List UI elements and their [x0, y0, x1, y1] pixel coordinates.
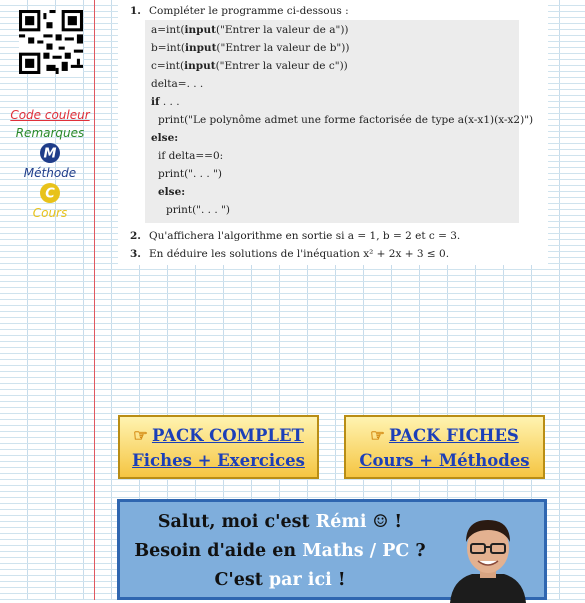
svg-text:M: M [43, 146, 57, 162]
code-line-print3: print(". . . ") [166, 204, 230, 216]
code-line-print2: print(". . . ") [158, 168, 222, 180]
code-line-delta: delta=. . . [151, 78, 204, 90]
avatar-photo [438, 510, 538, 603]
question-2-text: Qu'affichera l'algorithme en sortie si a = 1, b = 2 et c = 3. [148, 230, 461, 242]
promo-line-3: C'est par ici ! [214, 570, 346, 590]
pack-complet-line1: PACK COMPLET [151, 426, 304, 445]
pointing-hand-icon: ☞ [370, 426, 385, 445]
promo-line-2: Besoin d'aide en Maths / PC ? [134, 541, 426, 561]
margin-line [94, 0, 95, 600]
code-line-print1: print("Le polynôme admet une forme factorisée de type a(x-x1)(x-x2)") [158, 114, 534, 126]
legend-remarques: Remarques [15, 126, 85, 140]
qr-code[interactable] [19, 10, 83, 74]
pack-fiches-button[interactable] [344, 415, 545, 479]
color-code-legend [10, 108, 90, 220]
code-line-if2: if delta==0: [158, 150, 224, 162]
pack-complet-line2: Fiches + Exercices [132, 451, 305, 470]
legend-methode: Méthode [23, 166, 77, 180]
question-1-text: Compléter le programme ci-dessous : [148, 5, 349, 17]
svg-text:C: C [45, 186, 55, 202]
legend-title: Code couleur [10, 108, 90, 122]
pack-fiches-line1: PACK FICHES [388, 426, 519, 445]
pack-complet-button[interactable] [118, 415, 319, 479]
code-line-if: if . . . [151, 96, 180, 108]
legend-cours: Cours [32, 206, 68, 220]
par-ici-link[interactable]: par ici [268, 570, 332, 590]
help-promo-banner[interactable] [117, 499, 547, 600]
code-line-else1: else: [151, 132, 179, 144]
pointing-hand-icon: ☞ [133, 426, 148, 445]
question-3: 3. En déduire les solutions de l'inéquation x² + 2x + 3 ≤ 0. [130, 248, 450, 260]
code-line-a: a=int(input("Entrer la valeur de a")) [151, 24, 349, 36]
question-3-text: En déduire les solutions de l'inéquation x² + 2x + 3 ≤ 0. [148, 248, 450, 260]
cours-c-icon [39, 182, 61, 204]
code-line-else2: else: [158, 186, 186, 198]
code-box [145, 20, 534, 223]
question-1: 1. Compléter le programme ci-dessous : [130, 5, 349, 17]
pack-fiches-line2: Cours + Méthodes [359, 451, 530, 470]
methode-m-icon [39, 142, 61, 164]
exercise-block [118, 0, 548, 265]
question-2: 2. Qu'affichera l'algorithme en sortie si a = 1, b = 2 et c = 3. [130, 230, 461, 242]
promo-line-1: Salut, moi c'est Rémi ☺ ! [157, 512, 403, 532]
code-line-c: c=int(input("Entrer la valeur de c")) [151, 60, 348, 72]
code-line-b: b=int(input("Entrer la valeur de b")) [151, 42, 350, 54]
